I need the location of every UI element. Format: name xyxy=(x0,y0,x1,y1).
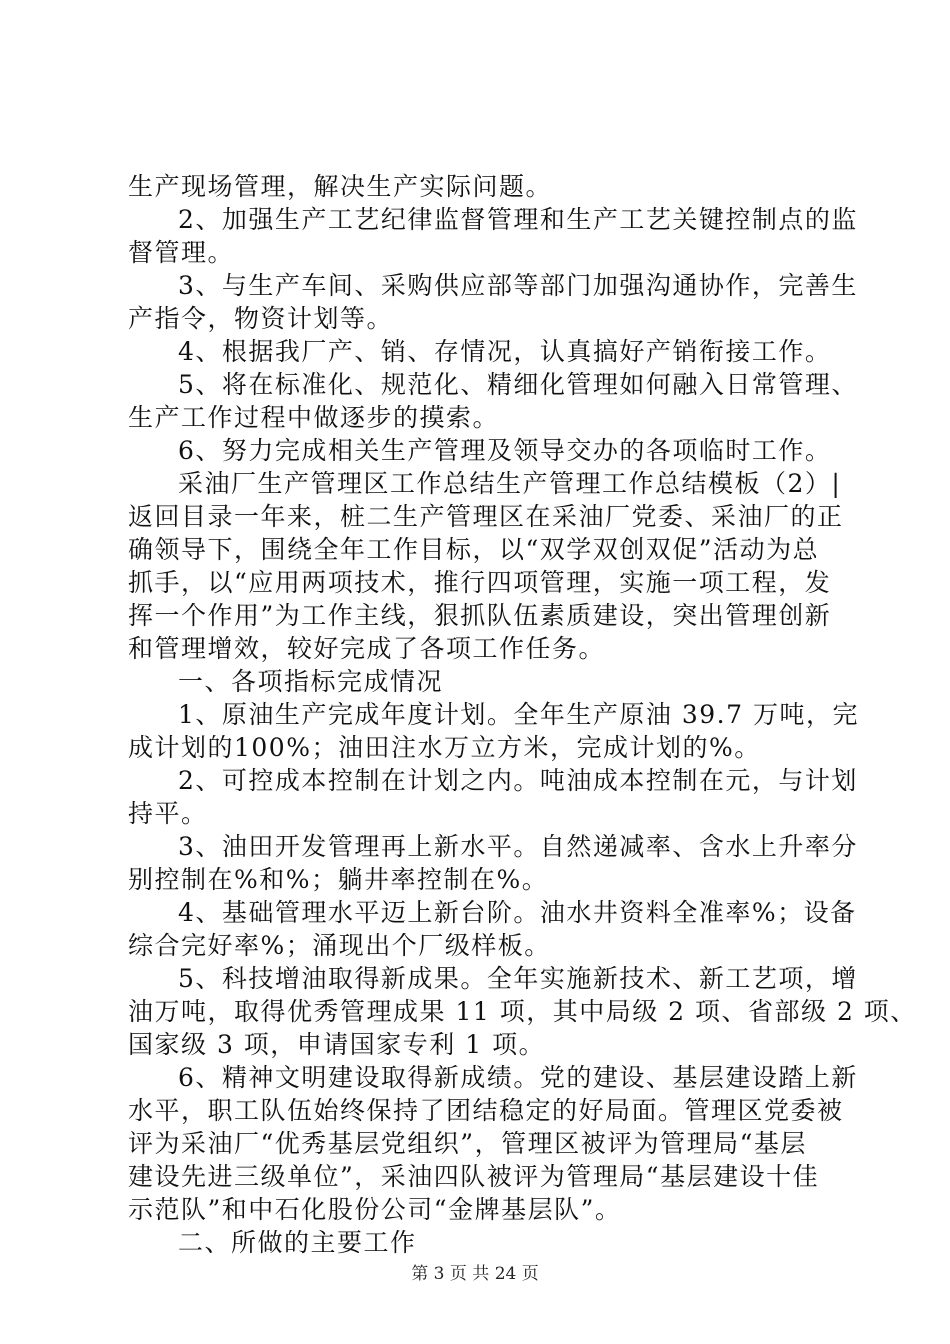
text-line: 5、科技增油取得新成果。全年实施新技术、新工艺项，增 xyxy=(178,964,858,993)
text-line: 评为采油厂“优秀基层党组织”，管理区被评为管理局“基层 xyxy=(128,1129,807,1158)
text-line: 6、努力完成相关生产管理及领导交办的各项临时工作。 xyxy=(178,436,832,465)
text-line: 返回目录一年来，桩二生产管理区在采油厂党委、采油厂的正 xyxy=(128,502,844,531)
text-line: 综合完好率%；涌现出个厂级样板。 xyxy=(128,931,551,960)
document-body xyxy=(128,170,917,1259)
text-line: 2、加强生产工艺纪律监督管理和生产工艺关键控制点的监 xyxy=(178,205,858,234)
text-line: 4、基础管理水平迈上新台阶。油水井资料全准率%；设备 xyxy=(178,898,857,927)
text-line: 一、各项指标完成情况 xyxy=(178,667,444,696)
text-line: 3、与生产车间、采购供应部等部门加强沟通协作，完善生 xyxy=(178,271,858,300)
text-line: 持平。 xyxy=(128,799,208,828)
text-line: 4、根据我厂产、销、存情况，认真搞好产销衔接工作。 xyxy=(178,337,832,366)
text-line: 油万吨，取得优秀管理成果 11 项，其中局级 2 项、省部级 2 项、 xyxy=(128,997,917,1026)
page-footer: 第 3 页 共 24 页 xyxy=(411,1264,539,1284)
text-line: 挥一个作用”为工作主线，狠抓队伍素质建设，突出管理创新 xyxy=(128,601,832,630)
text-line: 生产现场管理，解决生产实际问题。 xyxy=(128,172,553,201)
text-line: 确领导下，围绕全年工作目标，以“双学双创双促”活动为总 xyxy=(128,535,820,564)
text-line: 建设先进三级单位”，采油四队被评为管理局“基层建设十佳 xyxy=(128,1162,820,1191)
text-line: 6、精神文明建设取得新成绩。党的建设、基层建设踏上新 xyxy=(178,1063,858,1092)
text-line: 5、将在标准化、规范化、精细化管理如何融入日常管理、 xyxy=(178,370,858,399)
text-line: 3、油田开发管理再上新水平。自然递减率、含水上升率分 xyxy=(178,832,858,861)
text-line: 成计划的100%；油田注水万立方米，完成计划的%。 xyxy=(128,733,761,762)
text-line: 督管理。 xyxy=(128,238,235,267)
text-line: 示范队”和中石化股份公司“金牌基层队”。 xyxy=(128,1195,622,1224)
text-line: 生产工作过程中做逐步的摸索。 xyxy=(128,403,500,432)
text-line: 别控制在%和%；躺井率控制在%。 xyxy=(128,865,549,894)
text-line: 1、原油生产完成年度计划。全年生产原油 39.7 万吨，完 xyxy=(178,700,859,729)
text-line: 和管理增效，较好完成了各项工作任务。 xyxy=(128,634,606,663)
text-line: 采油厂生产管理区工作总结生产管理工作总结模板（2）| xyxy=(178,469,842,498)
text-line: 国家级 3 项，申请国家专利 1 项。 xyxy=(128,1030,546,1059)
text-line: 产指令，物资计划等。 xyxy=(128,304,394,333)
text-line: 抓手，以“应用两项技术，推行四项管理，实施一项工程，发 xyxy=(128,568,832,597)
text-line: 水平，职工队伍始终保持了团结稳定的好局面。管理区党委被 xyxy=(128,1096,844,1125)
text-line: 二、所做的主要工作 xyxy=(178,1228,417,1257)
text-line: 2、可控成本控制在计划之内。吨油成本控制在元，与计划 xyxy=(178,766,858,795)
